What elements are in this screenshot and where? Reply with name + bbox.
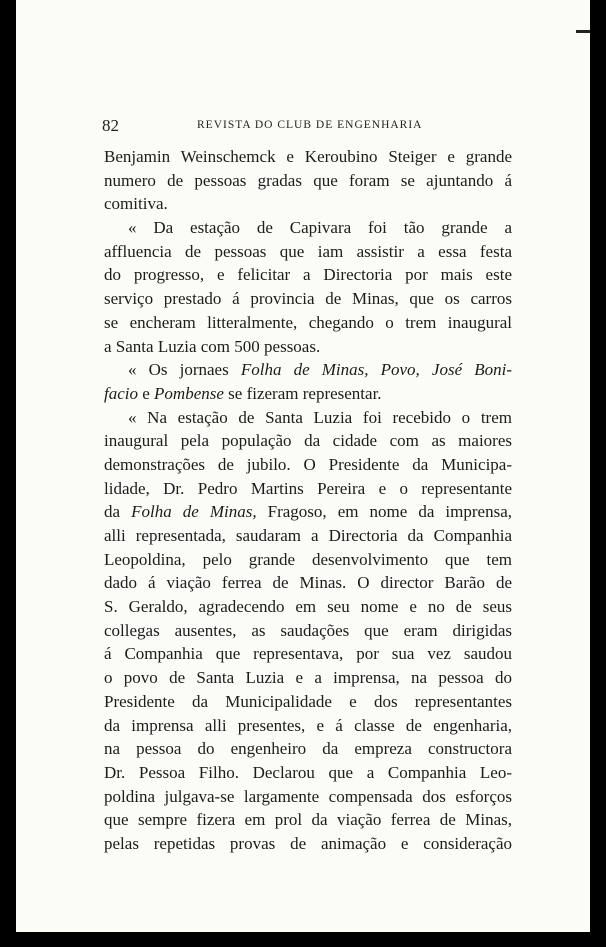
text-segment: Fragoso, em nome da imprensa,: [256, 502, 512, 522]
italic-text: Folha de Minas,: [131, 502, 257, 522]
text-line: [104, 358, 512, 382]
text-line: alli representada, saudaram a Directoria da Companhia: [104, 526, 512, 545]
text-line: inaugural pela população da cidade com as maiores: [104, 431, 512, 451]
text-line: dado á viação ferrea de Minas. O director Barão de: [104, 573, 512, 593]
text-line: se encheram litteralmente, chegando o trem inaugural: [104, 312, 512, 332]
running-title: REVISTA DO CLUB DE ENGENHARIA: [197, 119, 423, 131]
text-segment: [420, 360, 432, 379]
text-line: « Da estação de Capivara foi tão grande a: [128, 218, 512, 238]
italic-text: José Boni-: [431, 360, 513, 380]
page-edge-mark: [576, 30, 590, 33]
text-line: affluencia de pessoas que iam assistir a essa festa: [104, 241, 512, 261]
text-line: comitiva.: [104, 194, 168, 214]
text-line: Benjamin Weinschemck e Keroubino Steiger e grande: [104, 147, 512, 166]
text-line: do progresso, e felicitar a Directoria por mais este: [104, 265, 512, 285]
text-line: « Na estação de Santa Luzia foi recebido o trem: [128, 407, 512, 427]
text-line: lidade, Dr. Pedro Martins Pereira e o representante: [104, 478, 512, 498]
text-line: que sempre fizera em prol da viação ferrea de Minas,: [104, 810, 512, 830]
text-segment: « Os jornaes: [128, 360, 241, 380]
text-line: collegas ausentes, as saudações que eram dirigidas: [104, 620, 512, 640]
text-line: [104, 382, 512, 406]
text-line: a Santa Luzia com 500 pessoas.: [104, 336, 321, 356]
text-line: á Companhia que representava, por sua vez saudou: [104, 644, 512, 664]
text-line: demonstrações de jubilo. O Presidente da Municipa-: [104, 454, 512, 474]
text-segment: se fizeram representar.: [223, 383, 382, 403]
italic-text: facio: [104, 383, 138, 403]
text-line: serviço prestado á provincia de Minas, que os carros: [104, 289, 512, 309]
text-line: Dr. Pessoa Filho. Declarou que a Companhia Leo-: [104, 762, 512, 782]
text-line: poldina julgava-se largamente compensada dos esforços: [104, 786, 512, 806]
text-line: na pessoa do engenheiro da empreza constructora: [104, 739, 512, 759]
text-line: S. Geraldo, agradecendo em seu nome e no de seus: [104, 597, 512, 617]
text-line: Leopoldina, pelo grande desenvolvimento que tem: [104, 549, 512, 569]
text-segment: e: [138, 383, 155, 403]
text-segment: da: [104, 502, 132, 522]
page-header: [102, 116, 512, 136]
text-line: [104, 500, 512, 524]
text-line: o povo de Santa Luzia e a imprensa, na pessoa do: [104, 668, 512, 688]
page-number: 82: [102, 116, 119, 135]
italic-text: Pombense: [154, 383, 224, 403]
text-line: Presidente da Municipalidade e dos representantes: [104, 691, 512, 711]
text-line: numero de pessoas gradas que foram se ajuntando á: [104, 170, 512, 190]
text-line: pelas repetidas provas de animação e consideração: [104, 833, 512, 853]
italic-text: Povo,: [380, 360, 420, 380]
italic-text: Folha de Minas,: [240, 360, 369, 380]
text-line: da imprensa alli presentes, e á classe de engenharia,: [104, 715, 512, 735]
body-text: [104, 145, 512, 856]
text-segment: [368, 360, 380, 379]
